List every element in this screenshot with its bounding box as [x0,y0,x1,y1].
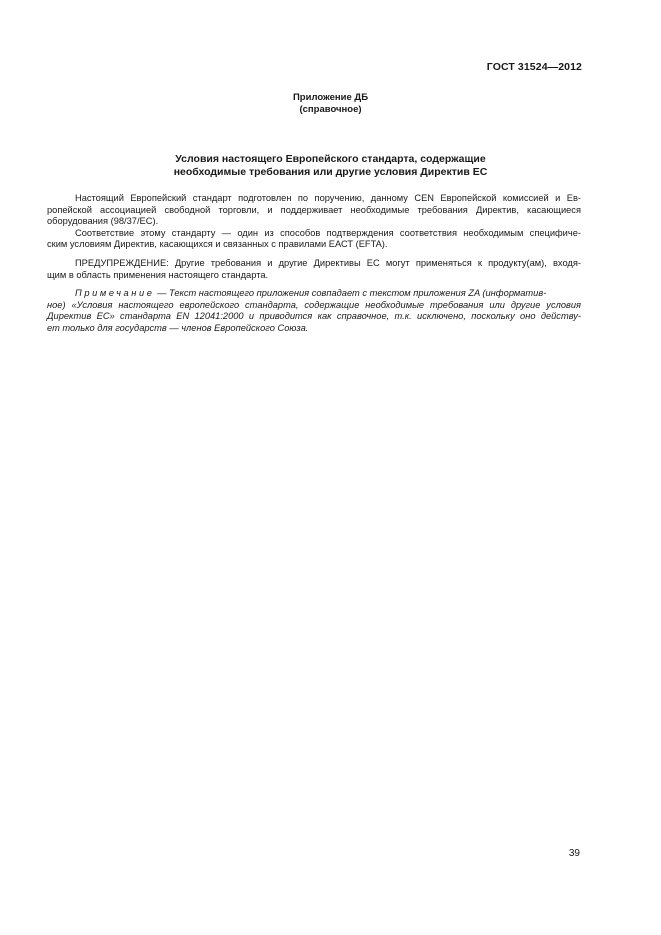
paragraph-3 [47,258,581,281]
document-body [47,193,581,335]
annex-heading [0,92,661,116]
note-line-1-text: — Текст настоящего приложения совпадает с текстом приложения ZA (информатив- [154,288,547,299]
paragraph-3-line-1: ПРЕДУПРЕЖДЕНИЕ: Другие требования и другие Директивы ЕС могут применяться к продукту(ам), входя- [75,257,581,268]
paragraph-1 [47,193,581,228]
page-number: 39 [568,848,580,859]
note-block [47,288,581,334]
paragraph-2-line-1: Соответствие этому стандарту — один из способов подтверждения соответствия необходимым специфиче- [75,227,581,238]
paragraph-gap [47,281,581,288]
note-label: Примечание [75,288,155,299]
paragraph-gap [47,251,581,258]
paragraph-2-line-2: ским условиям Директив, касающихся и связанных с правилами ЕАСТ (EFTA). [47,239,388,250]
paragraph-1-line-2: ропейской ассоциацией свободной торговли, и поддерживает необходимые требования Директив, касающиеся [47,204,581,215]
note-line-4: ет только для государств — членов Европейского Союза. [47,322,309,333]
document-title-line-2: необходимые требования или другие условия Директив ЕС [173,166,488,178]
document-title-line-1: Условия настоящего Европейского стандарта, содержащие [175,153,486,165]
note-line-2: ное) «Условия настоящего европейского стандарта, содержащие необходимые требования или другие условия [47,299,581,310]
annex-title: Приложение ДБ [292,92,369,103]
paragraph-3-line-2: щим в область применения настоящего стандарта. [47,269,269,280]
annex-status: (справочное) [299,104,362,115]
paragraph-1-line-3: оборудования (98/37/EC). [47,216,159,227]
paragraph-1-line-1: Настоящий Европейский стандарт подготовлен по поручению, данному CEN Европейской комиссией и Ев- [75,193,581,203]
note-line-1 [47,288,581,300]
note-line-3: Директив ЕС» стандарта EN 12041:2000 и приводится как справочное, т.к. исключено, поскольку оно действу- [47,311,581,322]
document-title [0,153,661,179]
paragraph-2 [47,228,581,251]
standard-code: ГОСТ 31524—2012 [486,61,582,73]
